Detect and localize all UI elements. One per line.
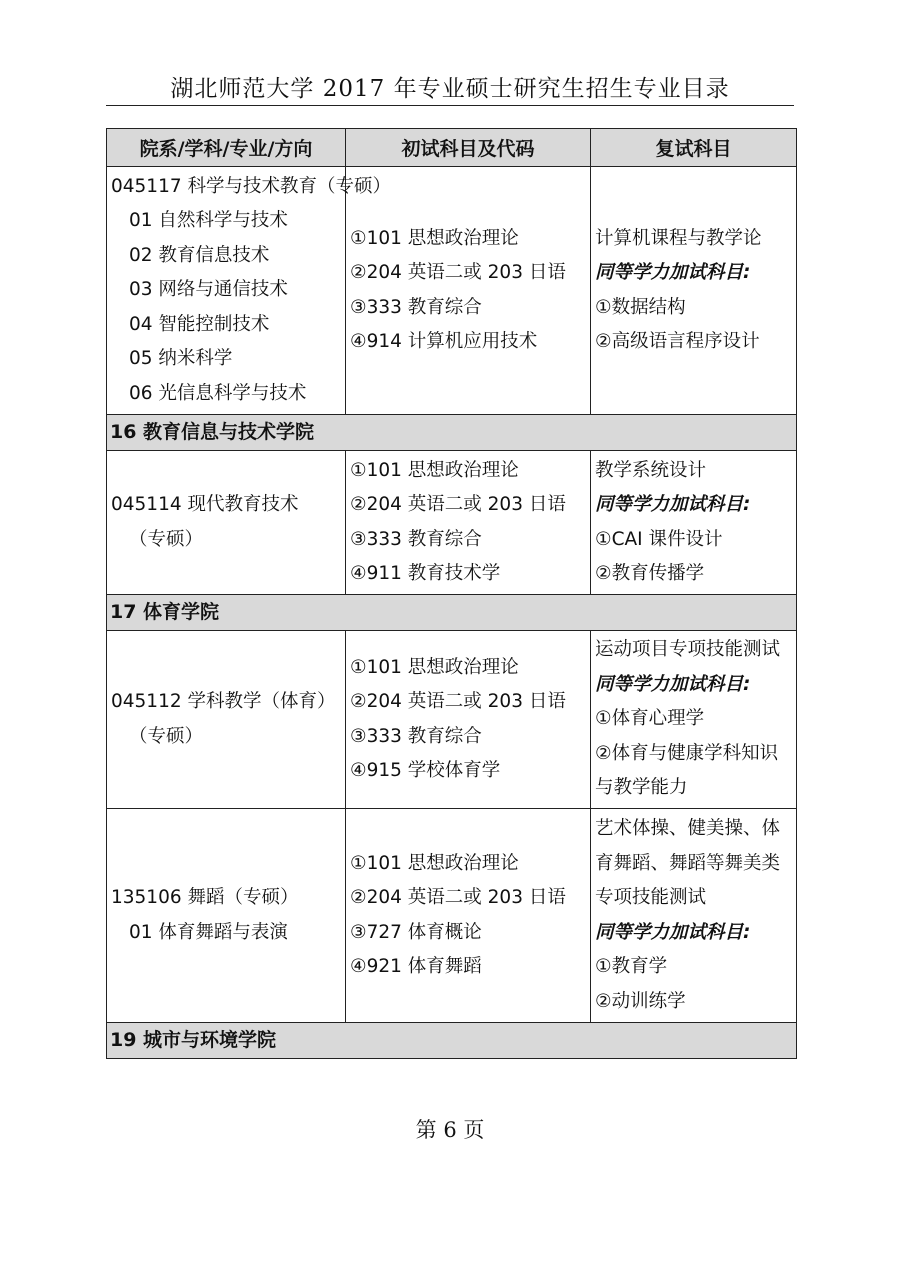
exam-subject: ①101 思想政治理论 <box>350 459 519 481</box>
program-cell <box>107 167 392 415</box>
program-cell <box>107 451 346 595</box>
program-name: 045117 科学与技术教育（专硕） <box>111 175 392 197</box>
retest-item: ①数据结构 <box>595 296 686 318</box>
exam-subject: ④911 教育技术学 <box>350 563 501 584</box>
exam-subject: ③333 教育综合 <box>350 296 482 318</box>
exam-subject: ②204 英语二或 203 日语 <box>350 691 566 712</box>
table-header-row <box>107 129 797 167</box>
direction: 04 智能控制技术 <box>129 313 270 335</box>
retest-item: ②高级语言程序设计 <box>595 331 760 352</box>
table-row <box>107 451 797 595</box>
program-type: （专硕） <box>129 528 204 550</box>
page-number: 第 6 页 <box>415 1118 485 1142</box>
retest-note: 同等学力加试科目: <box>595 673 751 695</box>
retest-note: 同等学力加试科目: <box>595 494 751 515</box>
direction: 01 体育舞蹈与表演 <box>129 921 288 943</box>
retest-item: ②体育与健康学科知识与教学能力 <box>595 742 779 799</box>
exam-cell <box>346 167 591 415</box>
column-header: 院系/学科/专业/方向 <box>107 129 346 167</box>
program-cell <box>107 809 346 1023</box>
exam-cell <box>346 631 591 809</box>
program-cell <box>107 631 346 809</box>
exam-subject: ①101 思想政治理论 <box>350 227 519 249</box>
exam-cell <box>346 451 591 595</box>
exam-subject: ②204 英语二或 203 日语 <box>350 494 566 515</box>
retest-cell <box>591 167 797 415</box>
retest-item: ②动训练学 <box>595 990 686 1012</box>
table-row <box>107 631 797 809</box>
retest-subject: 运动项目专项技能测试 <box>595 639 781 661</box>
retest-cell <box>591 809 797 1023</box>
retest-item: ①教育学 <box>595 956 668 977</box>
retest-note: 同等学力加试科目: <box>595 262 751 283</box>
table-row <box>107 809 797 1023</box>
exam-subject: ③333 教育综合 <box>350 528 482 550</box>
retest-subject: 教学系统设计 <box>595 459 707 481</box>
dept-title: 17 体育学院 <box>107 595 797 631</box>
dept-title: 16 教育信息与技术学院 <box>107 415 797 451</box>
program-name: 045112 学科教学（体育） <box>111 691 336 712</box>
direction: 01 自然科学与技术 <box>129 210 288 232</box>
retest-cell <box>591 631 797 809</box>
program-type: （专硕） <box>129 725 204 747</box>
program-name: 045114 现代教育技术 <box>111 494 299 515</box>
exam-subject: ①101 思想政治理论 <box>350 656 519 678</box>
exam-subject: ③727 体育概论 <box>350 921 482 943</box>
column-header: 复试科目 <box>591 129 797 167</box>
title-rule <box>106 105 794 106</box>
exam-subject: ③333 教育综合 <box>350 725 482 747</box>
retest-subject: 艺术体操、健美操、体育舞蹈、舞蹈等舞美类专项技能测试 <box>595 818 781 908</box>
exam-subject: ②204 英语二或 203 日语 <box>350 887 566 908</box>
exam-subject: ②204 英语二或 203 日语 <box>350 262 566 283</box>
exam-subject: ④921 体育舞蹈 <box>350 956 482 977</box>
table-row <box>107 167 797 415</box>
page-title: 湖北师范大学 2017 年专业硕士研究生招生专业目录 <box>170 76 730 102</box>
direction: 05 纳米科学 <box>129 348 233 370</box>
retest-subject: 计算机课程与教学论 <box>595 227 762 249</box>
exam-subject: ①101 思想政治理论 <box>350 852 519 874</box>
retest-note: 同等学力加试科目: <box>595 921 751 943</box>
exam-subject: ④914 计算机应用技术 <box>350 331 538 352</box>
retest-item: ①CAI 课件设计 <box>595 528 723 550</box>
dept-row <box>107 1023 797 1059</box>
dept-row <box>107 415 797 451</box>
direction: 03 网络与通信技术 <box>129 279 288 301</box>
exam-cell <box>346 809 591 1023</box>
direction: 02 教育信息技术 <box>129 244 270 266</box>
retest-cell <box>591 451 797 595</box>
program-name: 135106 舞蹈（专硕） <box>111 887 299 908</box>
exam-subject: ④915 学校体育学 <box>350 760 501 781</box>
dept-title: 19 城市与环境学院 <box>107 1023 797 1059</box>
catalog-table <box>106 128 797 1059</box>
retest-item: ②教育传播学 <box>595 563 705 584</box>
dept-row <box>107 595 797 631</box>
retest-item: ①体育心理学 <box>595 708 705 730</box>
direction: 06 光信息科学与技术 <box>129 382 307 404</box>
column-header: 初试科目及代码 <box>346 129 591 167</box>
